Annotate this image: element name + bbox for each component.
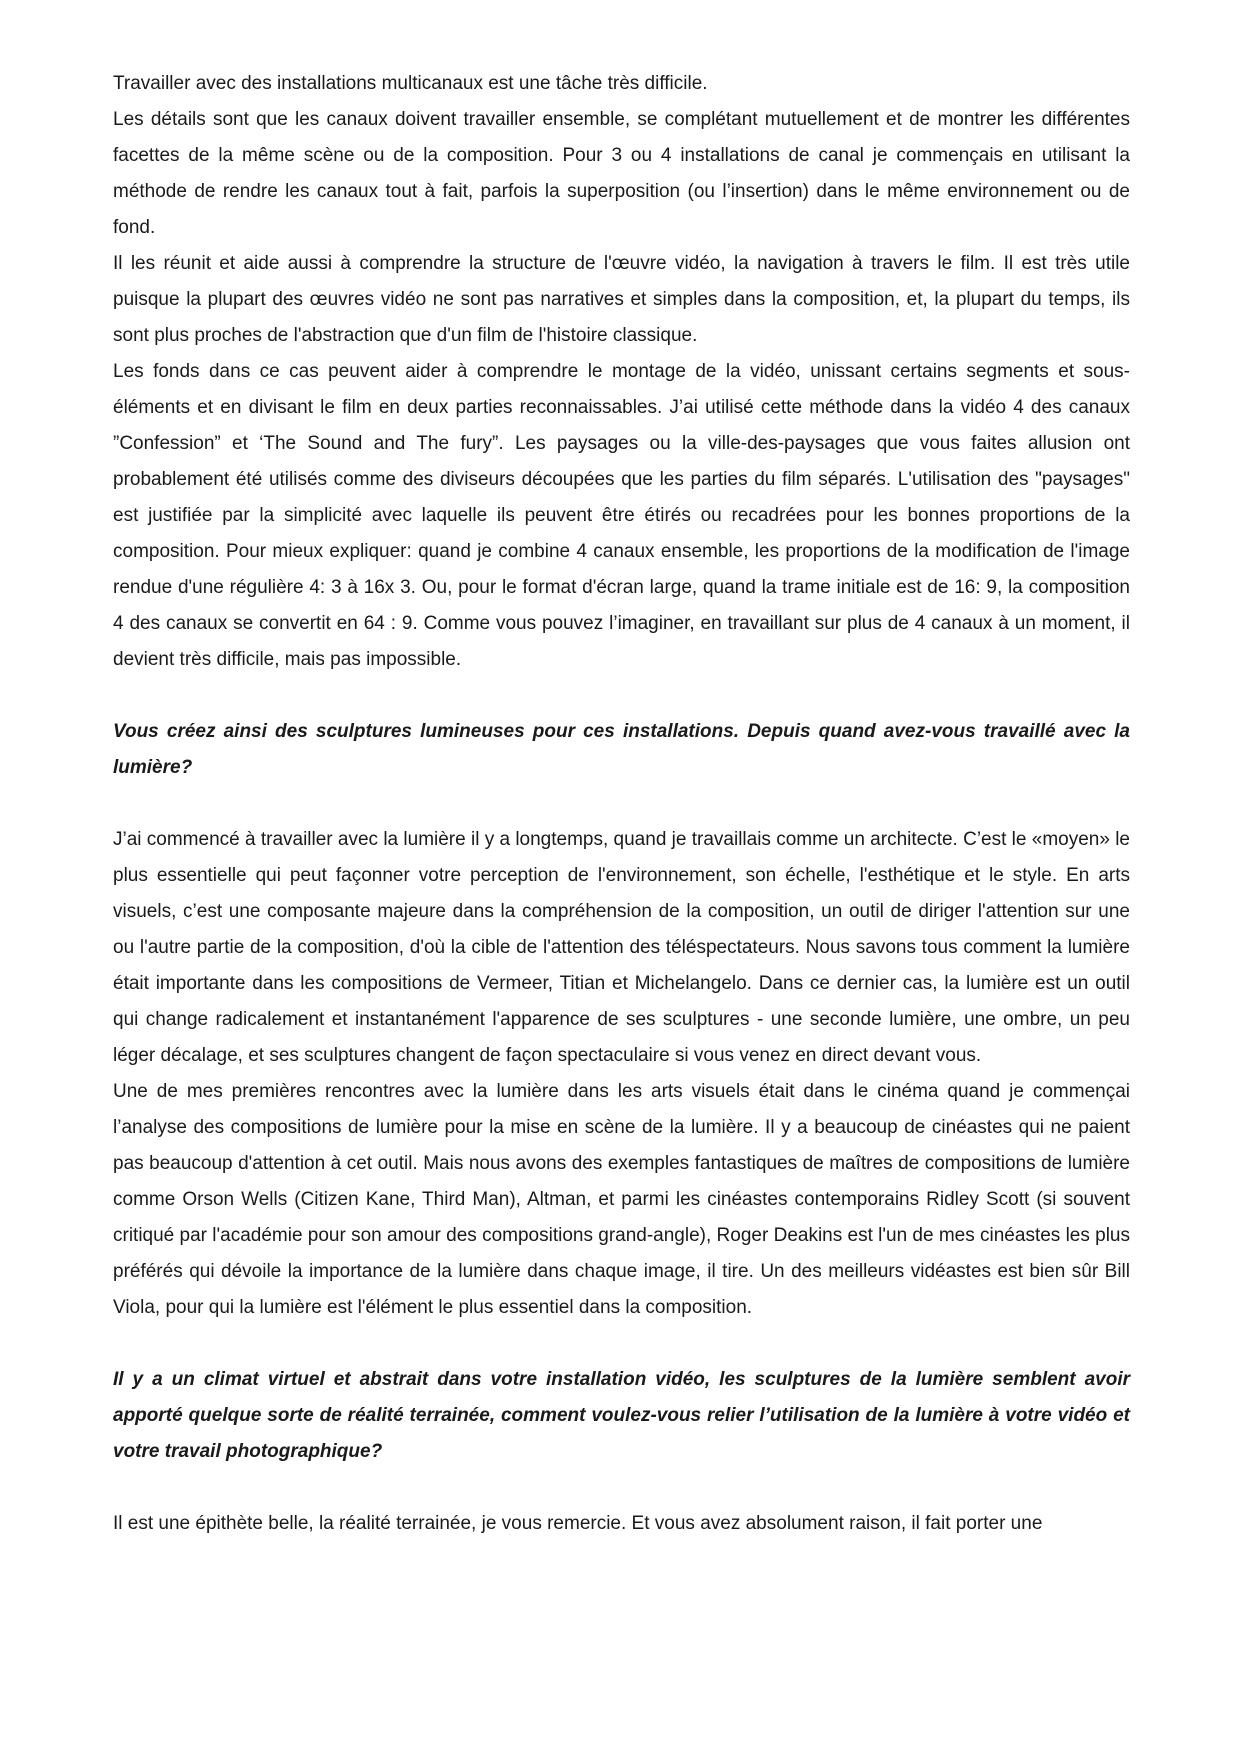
- answer-1-paragraph-1: J’ai commencé à travailler avec la lumière il y a longtemps, quand je travaillais comme un architecte. C’est le «moyen» le plus essentielle qui peut façonner votre perception de l'environnement, son échelle, l'esthétique et le style. En arts visuels, c’est une composante majeure dans la compréhension de la composition, un outil de diriger l'attention sur une ou l'autre partie de la composition, d'où la cible de l'attention des téléspectateurs. Nous savons tous comment la lumière était importante dans les compositions de Vermeer, Titian et Michelangelo. Dans ce dernier cas, la lumière est un outil qui change radicalement et instantanément l'apparence de ses sculptures - une seconde lumière, une ombre, un peu léger décalage, et ses sculptures changent de façon spectaculaire si vous venez en direct devant vous.: [113, 829, 1130, 1066]
- intro-paragraph-2: Les détails sont que les canaux doivent travailler ensemble, se complétant mutuellement et de montrer les différentes facettes de la même scène ou de la composition. Pour 3 ou 4 installations de canal je commençais en utilisant la méthode de rendre les canaux tout à fait, parfois la superposition (ou l’insertion) dans le même environnement ou de fond.: [113, 109, 1130, 238]
- document-page: [113, 66, 1130, 1542]
- question-1: Vous créez ainsi des sculptures lumineuses pour ces installations. Depuis quand avez-vous travaillé avec la lumière?: [113, 721, 1130, 778]
- answer-1-paragraph-2: Une de mes premières rencontres avec la lumière dans les arts visuels était dans le cinéma quand je commençai l’analyse des compositions de lumière pour la mise en scène de la lumière. Il y a beaucoup de cinéastes qui ne paient pas beaucoup d'attention à cet outil. Mais nous avons des exemples fantastiques de maîtres de compositions de lumière comme Orson Wells (Citizen Kane, Third Man), Altman, et parmi les cinéastes contemporains Ridley Scott (si souvent critiqué par l'académie pour son amour des compositions grand-angle), Roger Deakins est l'un de mes cinéastes les plus préférés qui dévoile la importance de la lumière dans chaque image, il tire. Un des meilleurs vidéastes est bien sûr Bill Viola, pour qui la lumière est l'élément le plus essentiel dans la composition.: [113, 1081, 1130, 1318]
- question-2: Il y a un climat virtuel et abstrait dans votre installation vidéo, les sculptures de la lumière semblent avoir apporté quelque sorte de réalité terrainée, comment voulez-vous relier l’utilisation de la lumière à votre vidéo et votre travail photographique?: [113, 1369, 1130, 1462]
- intro-paragraph-1: Travailler avec des installations multicanaux est une tâche très difficile.: [113, 73, 708, 94]
- intro-paragraph-3: Il les réunit et aide aussi à comprendre la structure de l'œuvre vidéo, la navigation à travers le film. Il est très utile puisque la plupart des œuvres vidéo ne sont pas narratives et simples dans la composition, et, la plupart du temps, ils sont plus proches de l'abstraction que d'un film de l'histoire classique.: [113, 253, 1130, 346]
- intro-paragraph-4: Les fonds dans ce cas peuvent aider à comprendre le montage de la vidéo, unissant certains segments et sous-éléments et en divisant le film en deux parties reconnaissables. J’ai utilisé cette méthode dans la vidéo 4 des canaux ”Confession” et ‘The Sound and The fury”. Les paysages ou la ville-des-paysages que vous faites allusion ont probablement été utilisés comme des diviseurs découpées que les parties du film séparés. L'utilisation des "paysages" est justifiée par la simplicité avec laquelle ils peuvent être étirés ou recadrées pour les bonnes proportions de la composition. Pour mieux expliquer: quand je combine 4 canaux ensemble, les proportions de la modification de l'image rendue d'une régulière 4: 3 à 16x 3. Ou, pour le format d'écran large, quand la trame initiale est de 16: 9, la composition 4 des canaux se convertit en 64 : 9. Comme vous pouvez l’imaginer, en travaillant sur plus de 4 canaux à un moment, il devient très difficile, mais pas impossible.: [113, 361, 1130, 670]
- answer-2-paragraph-1: Il est une épithète belle, la réalité terrainée, je vous remercie. Et vous avez absolument raison, il fait porter une: [113, 1513, 1043, 1534]
